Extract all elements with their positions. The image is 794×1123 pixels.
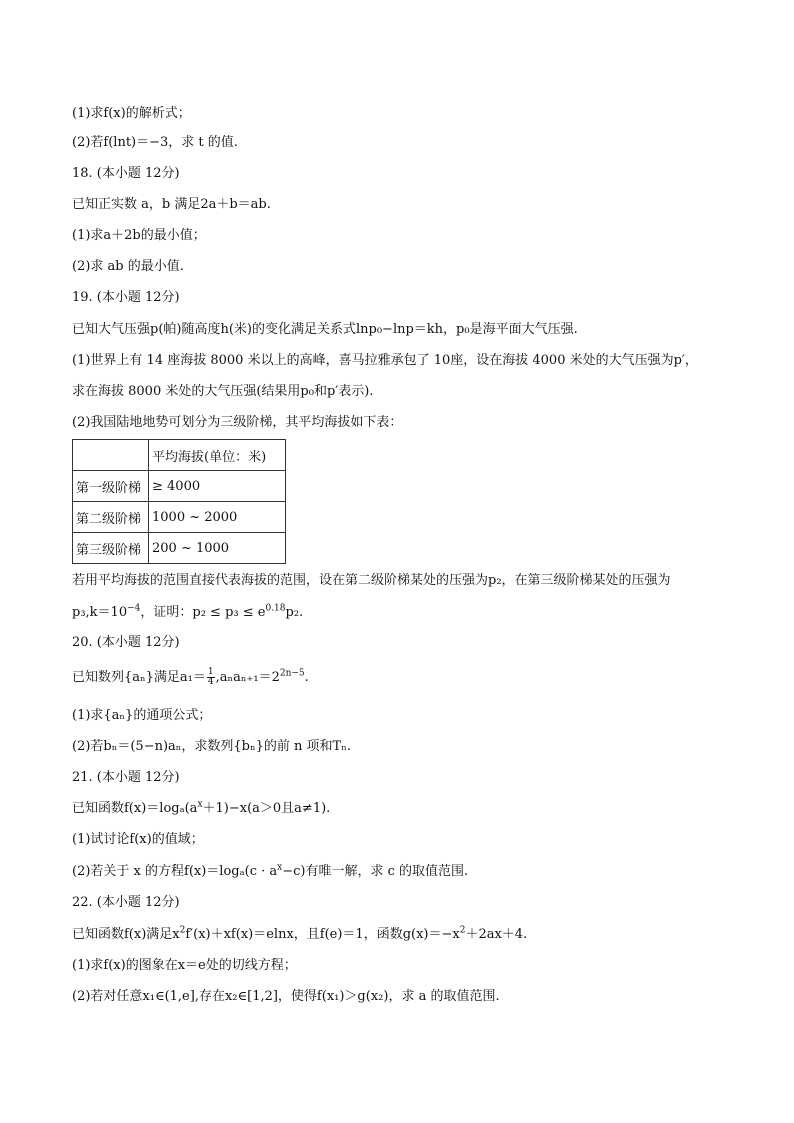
q20-text: 已知数列{aₙ}满足a₁＝ $\frac{1}{4}$ $,a_na_{n+1}=2^{2n-5}$.: [72, 667, 309, 687]
q19-part1-line1: (1)世界上有 14 座海拔 8000 米以上的高峰，喜马拉雅承包了 10座，设在海拔 4000 米处的大气压强为p′，: [72, 353, 698, 368]
q20-part2: (2)若bₙ＝(5−n)aₙ，求数列{bₙ}的前 n 项和Tₙ.: [72, 739, 351, 754]
q17-part2: (2)若f(lnt)＝−3，求 t 的值.: [72, 135, 238, 150]
q19-text: 已知大气压强p(帕)随高度h(米)的变化满足关系式lnp₀−lnp＝kh，p₀是海平面大气压强.: [72, 322, 578, 337]
q19-part2: (2)我国陆地地势可划分为三级阶梯，其平均海拔如下表：: [72, 415, 403, 430]
q19-after-table-line2: $p_3,k=10^{-4}$，证明：$p_2 \le p_3 \le e^{0.18}p_2$.: [72, 603, 304, 620]
q20-part1: (1)求{aₙ}的通项公式；: [72, 708, 212, 723]
table-cell: 第二级阶梯: [73, 502, 149, 533]
q22-part1: (1)求f(x)的图象在x＝e处的切线方程；: [72, 958, 297, 973]
q18-part1: (1)求a＋2b的最小值；: [72, 228, 206, 243]
table-cell: 1000 ~ 2000: [149, 502, 286, 533]
table-cell: 200 ~ 1000: [149, 533, 286, 564]
q18-text: 已知正实数 a，b 满足2a＋b＝ab.: [72, 197, 271, 212]
q21-part1: (1)试讨论f(x)的值域；: [72, 832, 204, 847]
table-cell: 平均海拔(单位：米): [149, 440, 286, 471]
q17-part1: (1)求f(x)的解析式；: [72, 106, 191, 121]
table-cell: [73, 440, 149, 471]
q19-header: 19. (本小题 12分): [72, 290, 180, 305]
q21-part2: (2)若关于 x 的方程$f(x)=\log_a(c \cdot a^x-c)$有唯一解，求 c 的取值范围.: [72, 862, 469, 879]
table-cell: 第一级阶梯: [73, 471, 149, 502]
table-cell: ≥ 4000: [149, 471, 286, 502]
table-row: [73, 471, 286, 502]
table-row: [73, 502, 286, 533]
q18-header: 18. (本小题 12分): [72, 166, 180, 181]
table-cell: 第三级阶梯: [73, 533, 149, 564]
q22-header: 22. (本小题 12分): [72, 895, 180, 910]
q21-header: 21. (本小题 12分): [72, 770, 180, 785]
q22-text: 已知函数f(x)满足$x^2f'(x)+xf(x)=elnx$，且f(e)＝1，函数$g(x)=-x^2+2ax+4$.: [72, 925, 528, 942]
altitude-table: [72, 439, 286, 564]
table-row: [73, 533, 286, 564]
q19-part1-line2: 求在海拔 8000 米处的大气压强(结果用p₀和p′表示).: [72, 384, 374, 399]
fraction: $\frac{1}{4}$: [207, 667, 214, 687]
table-header-row: [73, 440, 286, 471]
q22-part2: (2)若对任意x₁∈(1,e],存在x₂∈[1,2]，使得f(x₁)＞g(x₂)，求 a 的取值范围.: [72, 989, 500, 1004]
q20-header: 20. (本小题 12分): [72, 635, 180, 650]
q18-part2: (2)求 ab 的最小值.: [72, 259, 184, 274]
q19-after-table-line1: 若用平均海拔的范围直接代表海拔的范围，设在第二级阶梯某处的压强为p₂，在第三级阶梯某处的压强为: [72, 573, 671, 588]
q21-text: 已知函数$f(x)=\log_a(a^x+1)-x(a>0$且a≠1).: [72, 799, 331, 816]
